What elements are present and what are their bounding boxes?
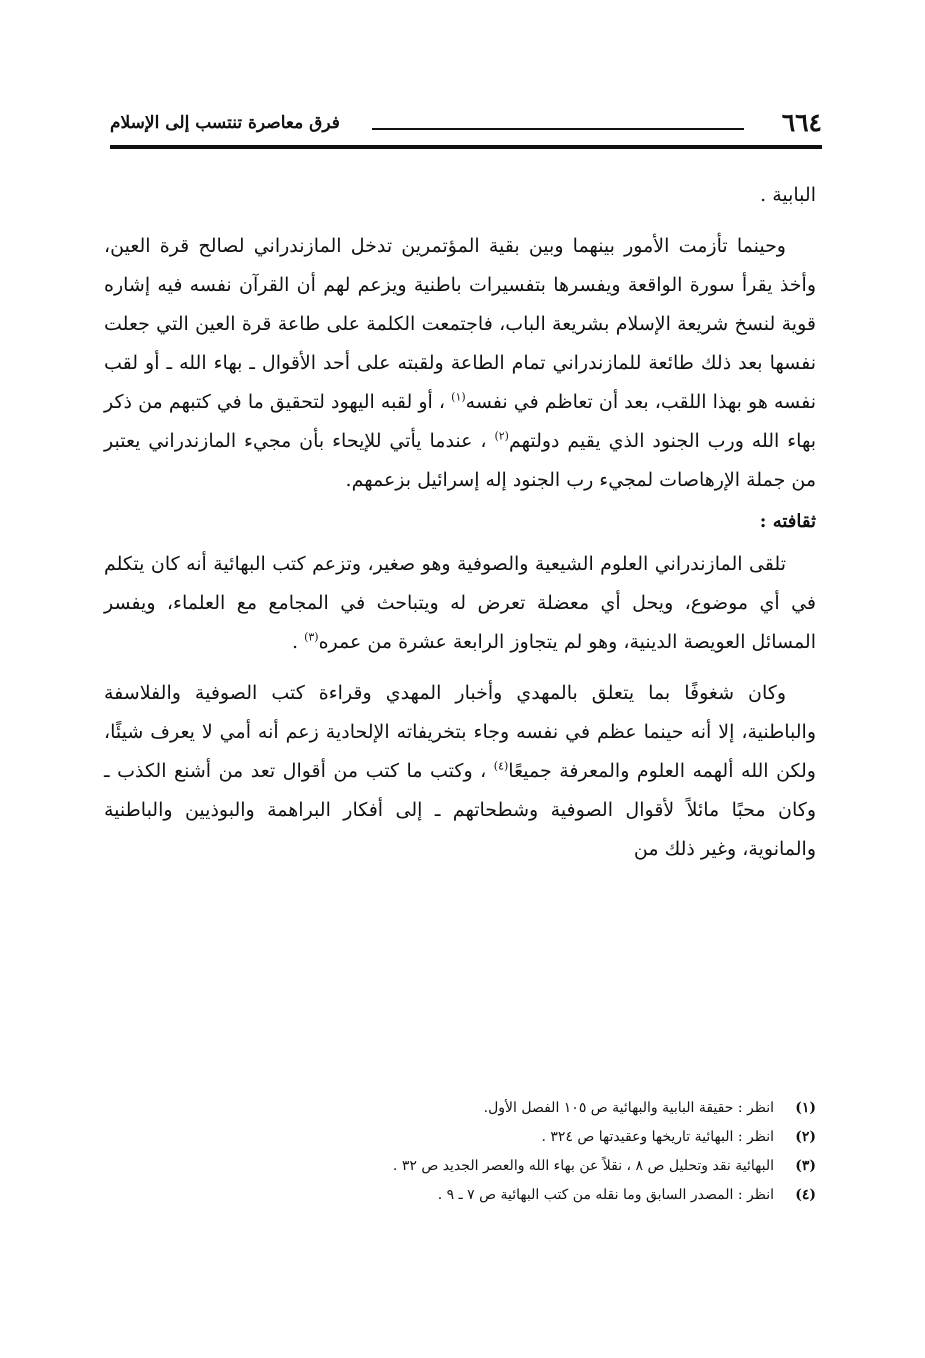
paragraph-1-text-end: ، عندما يأتي للإيحاء بأن مجيء المازندراني يعتبر من جملة الإرهاصات لمجيء رب الجنود إله إسرائيل بزعمهم.: [104, 430, 816, 491]
section-heading: ثقافته :: [759, 511, 816, 532]
header-thin-line: [372, 128, 744, 130]
footnote-text: انظر : البهائية تاريخها وعقيدتها ص ٣٢٤ .: [541, 1129, 774, 1145]
footnote-item: [104, 1123, 816, 1152]
paragraph-3-text-end: ، وكتب ما كتب من أقوال تعد من أشنع الكذب ـ وكان محبًا مائلاً لأقوال الصوفية وشطحاتهم ـ إلى أفكار البراهمة والبوذيين والباطنية والمانوية، وغير ذلك من: [104, 760, 816, 860]
paragraph-2: [104, 545, 816, 662]
body-text: [104, 176, 816, 869]
paragraph-1: [104, 227, 816, 500]
page-number: ٦٦٤: [781, 108, 822, 137]
footnote-ref-3: (٣): [304, 630, 319, 644]
footnote-ref-4: (٤): [493, 759, 509, 773]
running-header: [110, 108, 822, 138]
footnote-text: انظر : حقيقة البابية والبهائية ص ١٠٥ الفصل الأول.: [483, 1100, 774, 1116]
footnote-ref-2: (٢): [494, 429, 509, 443]
paragraph-1-text: وحينما تأزمت الأمور بينهما وبين بقية المؤتمرين تدخل المازندراني لصالح قرة العين، وأخذ يقرأ سورة الواقعة ويفسرها بتفسيرات باطنية ويزعم لهم أن القرآن نفسه فيه إشاره قوية لنسخ شريعة الإسلام بشريعة الباب، فاجتمعت الكلمة على طاعة قرة العين التي جعلت نفسها بعد ذلك طائعة للمازندراني تمام الطاعة ولقبته على أحد الأقوال ـ بهاء الله ـ أو لقب نفسه هو بهذا اللقب، بعد أن تعاظم في نفسه: [104, 235, 816, 413]
footnote-number: (٢): [795, 1129, 816, 1145]
footnote-item: [104, 1152, 816, 1181]
paragraph-3-text: وكان شغوفًا بما يتعلق بالمهدي وأخبار المهدي وقراءة كتب الصوفية والفلاسفة والباطنية، إلا أنه حينما عظم في نفسه وجاء بتخريفاته الإلحادية زعم أنه أمي لا يعرف شيئًا، ولكن الله ألهمه العلوم والمعرفة جميعًا: [104, 682, 816, 782]
paragraph-1-text-mid: ، أو لقبه اليهود لتحقيق ما في كتبهم من ذكر بهاء الله ورب الجنود الذي يقيم دولتهم: [104, 391, 816, 452]
header-rule: [110, 145, 822, 149]
footnote-item: [104, 1181, 816, 1210]
footnotes: [104, 1094, 816, 1210]
footnote-ref-1: (١): [451, 390, 466, 404]
footnote-text: البهائية نقد وتحليل ص ٨ ، نقلاً عن بهاء الله والعصر الجديد ص ٣٢ .: [392, 1158, 774, 1174]
paragraph-continuation: البابية .: [760, 184, 816, 206]
footnote-number: (٤): [795, 1187, 816, 1203]
footnote-text: انظر : المصدر السابق وما نقله من كتب البهائية ص ٧ ـ ٩ .: [437, 1187, 774, 1203]
paragraph-2-text: تلقى المازندراني العلوم الشيعية والصوفية وهو صغير، وتزعم كتب البهائية أنه كان يتكلم في أي موضوع، ويحل أي معضلة تعرض له ويتباحث في المجامع مع العلماء، ويفسر المسائل العويصة الدينية، وهو لم يتجاوز الرابعة عشرة من عمره: [104, 553, 816, 653]
paragraph-3: [104, 674, 816, 869]
running-title: فرق معاصرة تنتسب إلى الإسلام: [110, 113, 340, 133]
footnote-number: (١): [795, 1100, 816, 1116]
footnote-item: [104, 1094, 816, 1123]
footnote-number: (٣): [795, 1158, 816, 1174]
paragraph-2-text-end: .: [291, 631, 305, 653]
